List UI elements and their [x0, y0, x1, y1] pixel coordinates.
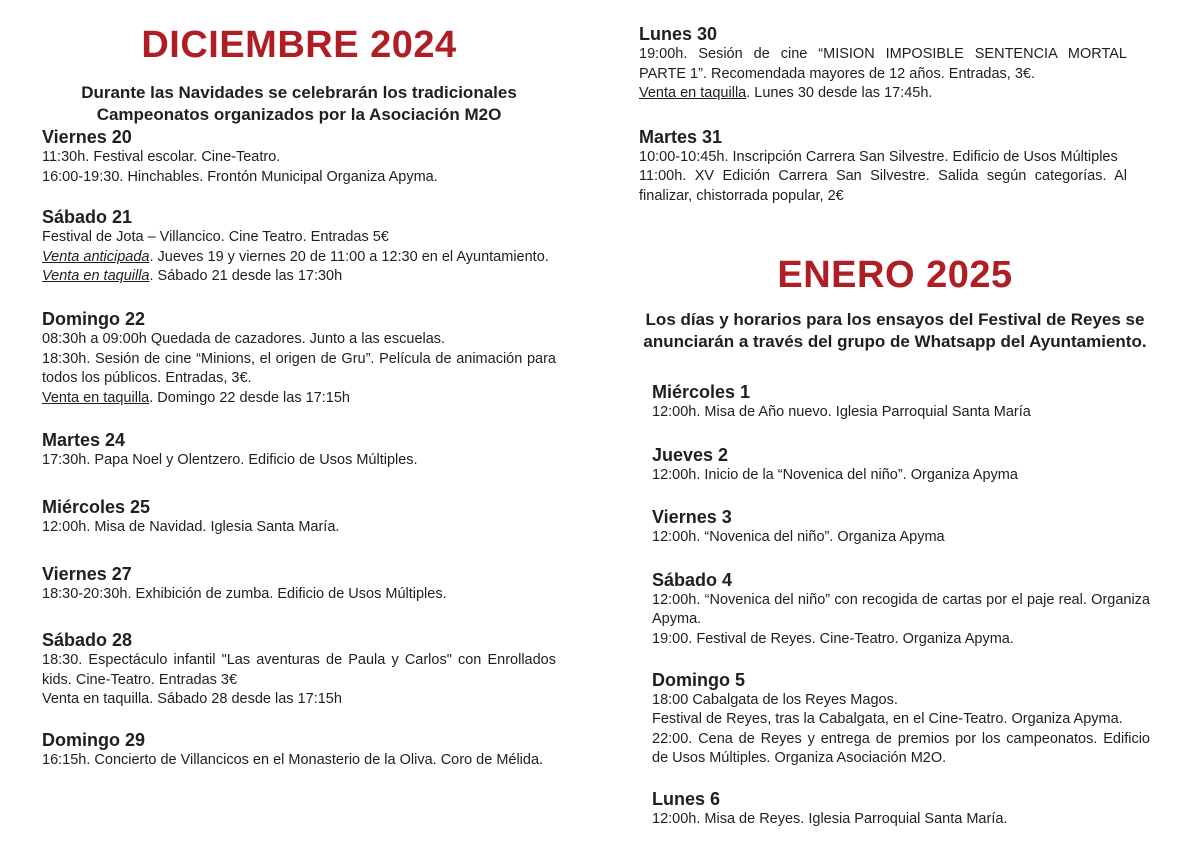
day-title: Domingo 22 — [42, 308, 146, 329]
box-office-link[interactable]: Venta en taquilla — [42, 389, 150, 406]
december-column — [42, 0, 556, 771]
december-title: DICIEMBRE 2024 — [141, 24, 457, 66]
day-martes-31 — [639, 126, 1127, 207]
event-line: 19:00. Festival de Reyes. Cine-Teatro. Organiza Apyma. — [652, 630, 1014, 647]
event-line: 17:30h. Papa Noel y Olentzero. Edificio de Usos Múltiples. — [42, 452, 418, 469]
event-line: 12:00h. Inicio de la “Novenica del niño”. Organiza Apyma — [652, 466, 1018, 483]
event-line: 16:15h. Concierto de Villancicos en el Monasterio de la Oliva. Coro de Mélida. — [42, 751, 544, 768]
january-intro: Los días y horarios para los ensayos del Festival de Reyes se anunciarán a través del grupo de Whatsapp del Ayuntamiento. — [643, 310, 1147, 351]
sale-line: Venta en taquilla. Domingo 22 desde las 17:15h — [42, 389, 350, 406]
day-viernes-3 — [652, 506, 1150, 548]
day-domingo-22 — [42, 308, 556, 408]
day-title: Sábado 21 — [42, 207, 133, 228]
day-title: Sábado 4 — [652, 569, 733, 590]
event-line: 12:00h. Misa de Reyes. Iglesia Parroquial Santa María. — [652, 810, 1008, 827]
event-line: Festival de Jota – Villancico. Cine Teatro. Entradas 5€ — [42, 229, 389, 246]
day-title: Jueves 2 — [652, 444, 729, 465]
day-title: Miércoles 1 — [652, 382, 751, 402]
event-line: 16:00-19:30. Hinchables. Frontón Municipal Organiza Apyma. — [42, 168, 438, 185]
sale-line: Venta anticipada. Jueves 19 y viernes 20 de 11:00 a 12:30 en el Ayuntamiento. — [42, 248, 549, 265]
event-line: 11:00h. XV Edición Carrera San Silvestre. Salida según categorías. Al finalizar, chistorrada popular, 2€ — [639, 168, 1127, 204]
event-line: 22:00. Cena de Reyes y entrega de premios por los campeonatos. Edificio de Usos Múltiples. Organiza Asociación M2O. — [652, 730, 1150, 767]
day-title: Viernes 27 — [42, 563, 132, 584]
day-jueves-2 — [652, 444, 1150, 486]
event-line: 18:30-20:30h. Exhibición de zumba. Edificio de Usos Múltiples. — [42, 585, 447, 602]
box-office-link[interactable]: Venta en taquilla — [639, 85, 747, 102]
day-sabado-4 — [652, 569, 1150, 650]
day-title: Domingo 5 — [652, 669, 745, 690]
december-intro: Durante las Navidades se celebrarán los tradicionales Campeonatos organizados por la Asociación M2O — [81, 83, 517, 124]
day-domingo-29 — [42, 729, 556, 771]
day-viernes-27 — [42, 563, 556, 605]
day-domingo-5 — [652, 669, 1150, 769]
event-line: 11:30h. Festival escolar. Cine-Teatro. — [42, 149, 281, 165]
day-title: Viernes 3 — [652, 507, 732, 528]
day-martes-24 — [42, 429, 556, 471]
day-title: Martes 31 — [639, 126, 723, 147]
day-lunes-30 — [639, 23, 1127, 104]
january-title: ENERO 2025 — [777, 254, 1013, 296]
day-title: Martes 24 — [42, 430, 126, 451]
event-line: 12:00h. “Novenica del niño” con recogida de cartas por el paje real. Organiza Apyma. — [652, 591, 1150, 628]
event-line: 12:00h. Misa de Navidad. Iglesia Santa María. — [42, 518, 340, 535]
january-header — [639, 254, 1151, 353]
day-title: Miércoles 25 — [42, 496, 151, 517]
day-sabado-28 — [42, 629, 556, 710]
day-miercoles-1 — [652, 381, 1150, 423]
day-miercoles-25 — [42, 496, 556, 538]
day-lunes-6 — [652, 788, 1150, 830]
day-title: Sábado 28 — [42, 630, 133, 651]
sale-line: Venta en taquilla. Lunes 30 desde las 17:45h. — [639, 85, 933, 102]
january-column — [652, 381, 1150, 830]
event-line: Venta en taquilla. Sábado 28 desde las 17:15h — [42, 691, 342, 708]
event-line: 10:00-10:45h. Inscripción Carrera San Silvestre. Edificio de Usos Múltiples — [639, 148, 1118, 165]
day-title: Domingo 29 — [42, 729, 146, 750]
event-line: Festival de Reyes, tras la Cabalgata, en el Cine-Teatro. Organiza Apyma. — [652, 711, 1123, 728]
event-line: 12:00h. “Novenica del niño”. Organiza Apyma — [652, 529, 945, 546]
advance-sale-link[interactable]: Venta anticipada — [42, 248, 150, 265]
december-continued-column — [639, 23, 1127, 207]
box-office-link[interactable]: Venta en taquilla — [42, 268, 150, 285]
day-title: Viernes 20 — [42, 127, 132, 147]
day-sabado-21 — [42, 206, 556, 287]
event-line: 19:00h. Sesión de cine “MISION IMPOSIBLE SENTENCIA MORTAL PARTE 1”. Recomendada mayores de 12 años. Entradas, 3€. — [639, 46, 1127, 82]
day-title: Lunes 6 — [652, 788, 721, 809]
day-viernes-20 — [42, 126, 556, 187]
event-line: 18:00 Cabalgata de los Reyes Magos. — [652, 691, 898, 708]
sale-line: Venta en taquilla. Sábado 21 desde las 17:30h — [42, 268, 343, 285]
day-title: Lunes 30 — [639, 24, 718, 44]
event-line: 08:30h a 09:00h Quedada de cazadores. Junto a las escuelas. — [42, 330, 446, 347]
event-line: 18:30. Espectáculo infantil "Las aventuras de Paula y Carlos" con Enrollados kids. Cine-Teatro. Entradas 3€ — [42, 652, 556, 688]
event-line: 18:30h. Sesión de cine “Minions, el origen de Gru”. Película de animación para todos los públicos. Entradas, 3€. — [42, 350, 556, 387]
event-line: 12:00h. Misa de Año nuevo. Iglesia Parroquial Santa María — [652, 404, 1031, 420]
